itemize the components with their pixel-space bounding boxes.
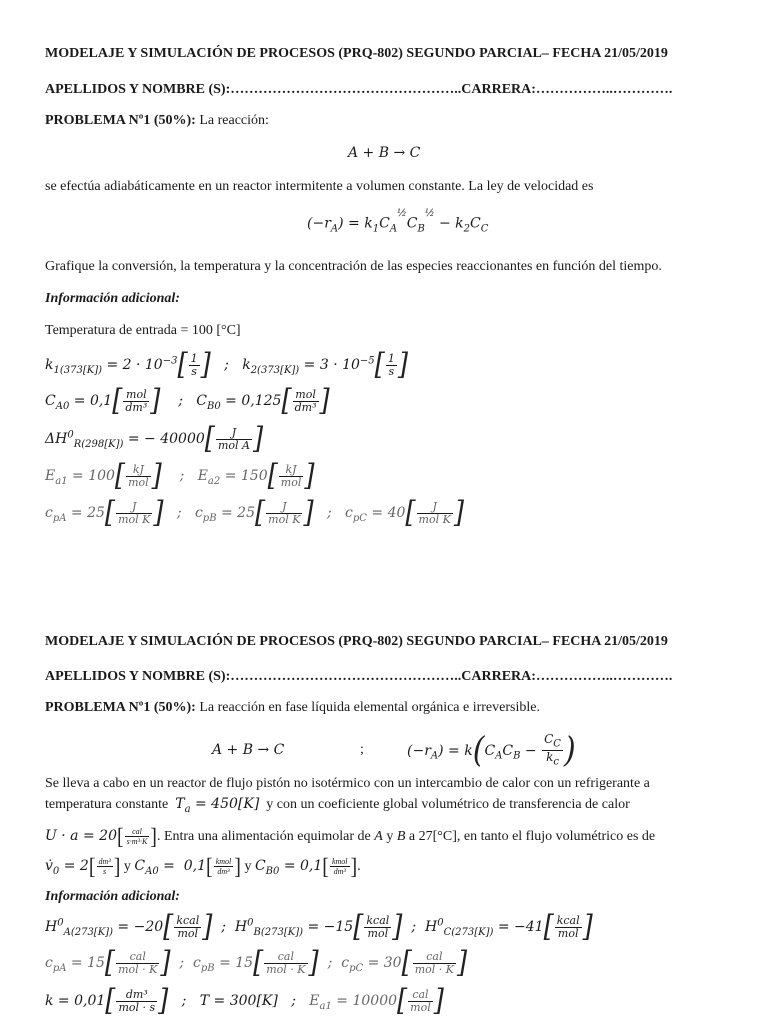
paragraph-line-2: temperatura constante $T_a = 450[K]$ y con un coeficiente global volumétrico de transferencia de calor xyxy=(45,796,630,815)
inlet-temperature: Temperatura de entrada = 100 [°C] xyxy=(45,323,241,338)
t-value: T = 300[K] xyxy=(199,993,278,1009)
cpb-value: $c_{pB} = 25$[ $\frac{J}{\text{mol K}}$ ] xyxy=(194,495,314,531)
k-value: k = 0,01[ $\frac{\text{dm³}}{\text{mol · s}}$ ] xyxy=(45,983,169,1019)
exam-header-2: MODELAJE Y SIMULACIÓN DE PROCESOS (PRQ-802) SEGUNDO PARCIAL– FECHA 21/05/2019 xyxy=(45,634,668,649)
rate-law-1: $(-r_A) = k_1C_A^{\frac{1}{2}}C_B^{\frac{1}{2}} - k_2C_C$ xyxy=(307,208,489,235)
heat-capacities-row-2: $c_{pA} = 15$[ $\frac{\text{cal}}{\text{mol · K}}$ ] ; $c_{pB} = 15$[ $\frac{\text{cal}}{\text{mol · K}}$ ] ; $c_{pC} = 30$[ $\frac{\text{cal}}{\text{mol · K}}$ ] xyxy=(45,945,468,981)
problem-label: PROBLEMA Nº1 (50%): xyxy=(45,700,196,715)
problem-text: La reacción: xyxy=(195,113,269,128)
problem-label: PROBLEMA Nº1 (50%): xyxy=(45,113,196,128)
paragraph-line-4: $v̇_0 = 2$[ $\frac{\text{dm³}}{s}$ ] y $C_{A0} = 0,1$[ $\frac{\text{kmol}}{\text{dm³}}$ ] y $C_{B0} = 0,1$[ $\frac{\text{kmol}}{\text{dm³}}$ ]. xyxy=(45,854,361,880)
reaction-equation-1: A + B → C xyxy=(348,145,421,161)
rate-law-2: $(-r_A) = k(C_AC_B$ − $\frac{C_C}{k_c}$ ) xyxy=(407,730,576,771)
exam-header-1: MODELAJE Y SIMULACIÓN DE PROCESOS (PRQ-802) SEGUNDO PARCIAL– FECHA 21/05/2019 xyxy=(45,46,668,61)
equation-separator: ; xyxy=(360,742,364,757)
reaction-enthalpy: $\Delta H^0_{R(298[K])}$ = − 40000[ $\frac{J}{\text{mol A}}$ ] xyxy=(45,421,264,457)
student-name-line-2: APELLIDOS Y NOMBRE (S):…………………………………………..CARRERA:……………..…………. xyxy=(45,669,673,684)
cb0-value: $C_{B0} = 0,125$[ $\frac{\text{mol}}{\text{dm³}}$ ] xyxy=(196,383,330,419)
activation-energies-row: $E_{a1} = 100$[ $\frac{kJ}{\text{mol}}$ ] ; $E_{a2} = 150$[ $\frac{kJ}{\text{mol}}$ ] xyxy=(45,458,315,494)
ea1-value: $E_{a1} = 100$[ $\frac{kJ}{\text{mol}}$ ] xyxy=(45,458,162,494)
cpa-value: $c_{pA} = 15$[ $\frac{\text{cal}}{\text{mol · K}}$ ] xyxy=(45,945,171,981)
problem-2-intro xyxy=(45,699,540,717)
formation-enthalpies-row: $H^0_{A(273[K])} = -20$[ $\frac{\text{kcal}}{\text{mol}}$ ] ; $H^0_{B(273[K])} = -15$[ $\frac{\text{kcal}}{\text{mol}}$ ] ; $H^0_{C(273[K])} = -41$[ $\frac{\text{kcal}}{\text{mol}}$ ] xyxy=(45,909,593,945)
initial-concentrations-row: $C_{A0} = 0,1$[ $\frac{\text{mol}}{\text{dm³}}$ ] ; $C_{B0} = 0,125$[ $\frac{\text{mol}}{\text{dm³}}$ ] xyxy=(45,383,330,419)
hb-value: $H^0_{B(273[K])} = -15$[ $\frac{\text{kcal}}{\text{mol}}$ ] xyxy=(234,909,403,945)
cpa-value: $c_{pA} = 25$[ $\frac{J}{\text{mol K}}$ ] xyxy=(45,495,164,531)
kinetics-row: k = 0,01[ $\frac{\text{dm³}}{\text{mol · s}}$ ] ; T = 300[K] ; $E_{a1} = 10000$[ $\frac{\text{cal}}{\text{mol}}$ ] xyxy=(45,983,444,1019)
cpc-value: $c_{pC} = 30$[ $\frac{\text{cal}}{\text{mol · K}}$ ] xyxy=(341,945,468,981)
k2-value: $k_{2(373[K])} = 3 \cdot 10^{-5}$[ $\frac{1}{s}$ ] xyxy=(242,347,408,383)
reaction-equation-2: A + B → C xyxy=(212,742,285,758)
paragraph-line-1: Se lleva a cabo en un reactor de flujo pistón no isotérmico con un intercambio de calor con un refrigerante a xyxy=(45,776,650,791)
problem-2-paragraph xyxy=(45,773,725,882)
rate-constants-row: $k_{1(373[K])} = 2 \cdot 10^{-3}$[ $\frac{1}{s}$ ] ; $k_{2(373[K])} = 3 \cdot 10^{-5}$[ $\frac{1}{s}$ ] xyxy=(45,347,408,383)
cpb-value: $c_{pB} = 15$[ $\frac{\text{cal}}{\text{mol · K}}$ ] xyxy=(193,945,319,981)
graph-instruction: Grafique la conversión, la temperatura y la concentración de las especies reaccionantes en función del tiempo. xyxy=(45,259,662,274)
k1-value: $k_{1(373[K])} = 2 \cdot 10^{-3}$[ $\frac{1}{s}$ ] xyxy=(45,347,211,383)
problem-1-description: se efectúa adiabáticamente en un reactor intermitente a volumen constante. La ley de velocidad es xyxy=(45,179,594,194)
paragraph-line-3: U · a = 20[ $\frac{\text{cal}}{\text{s·m³·K}}$ ]. Entra una alimentación equimolar de A y B a 27[°C], en tanto el flujo volumétrico es de xyxy=(45,824,656,850)
ca0-value: $C_{A0} = 0,1$[ $\frac{\text{mol}}{\text{dm³}}$ ] xyxy=(45,383,161,419)
ha-value: $H^0_{A(273[K])} = -20$[ $\frac{\text{kcal}}{\text{mol}}$ ] xyxy=(45,909,213,945)
student-name-line-1: APELLIDOS Y NOMBRE (S):…………………………………………..CARRERA:……………..…………. xyxy=(45,82,673,97)
ea1-value: $E_{a1} = 10000$[ $\frac{\text{cal}}{\text{mol}}$ ] xyxy=(309,983,444,1019)
cpc-value: $c_{pC} = 40$[ $\frac{J}{\text{mol K}}$ ] xyxy=(345,495,464,531)
additional-info-heading-2: Información adicional: xyxy=(45,889,180,904)
additional-info-heading-1: Información adicional: xyxy=(45,291,180,306)
ea2-value: $E_{a2} = 150$[ $\frac{kJ}{\text{mol}}$ ] xyxy=(197,458,315,494)
hc-value: $H^0_{C(273[K])} = -41$[ $\frac{\text{kcal}}{\text{mol}}$ ] xyxy=(424,909,593,945)
problem-text: La reacción en fase líquida elemental orgánica e irreversible. xyxy=(195,700,540,715)
problem-1-intro xyxy=(45,112,269,130)
heat-capacities-row-1: $c_{pA} = 25$[ $\frac{J}{\text{mol K}}$ ] ; $c_{pB} = 25$[ $\frac{J}{\text{mol K}}$ ] ; $c_{pC} = 40$[ $\frac{J}{\text{mol K}}$ ] xyxy=(45,495,464,531)
